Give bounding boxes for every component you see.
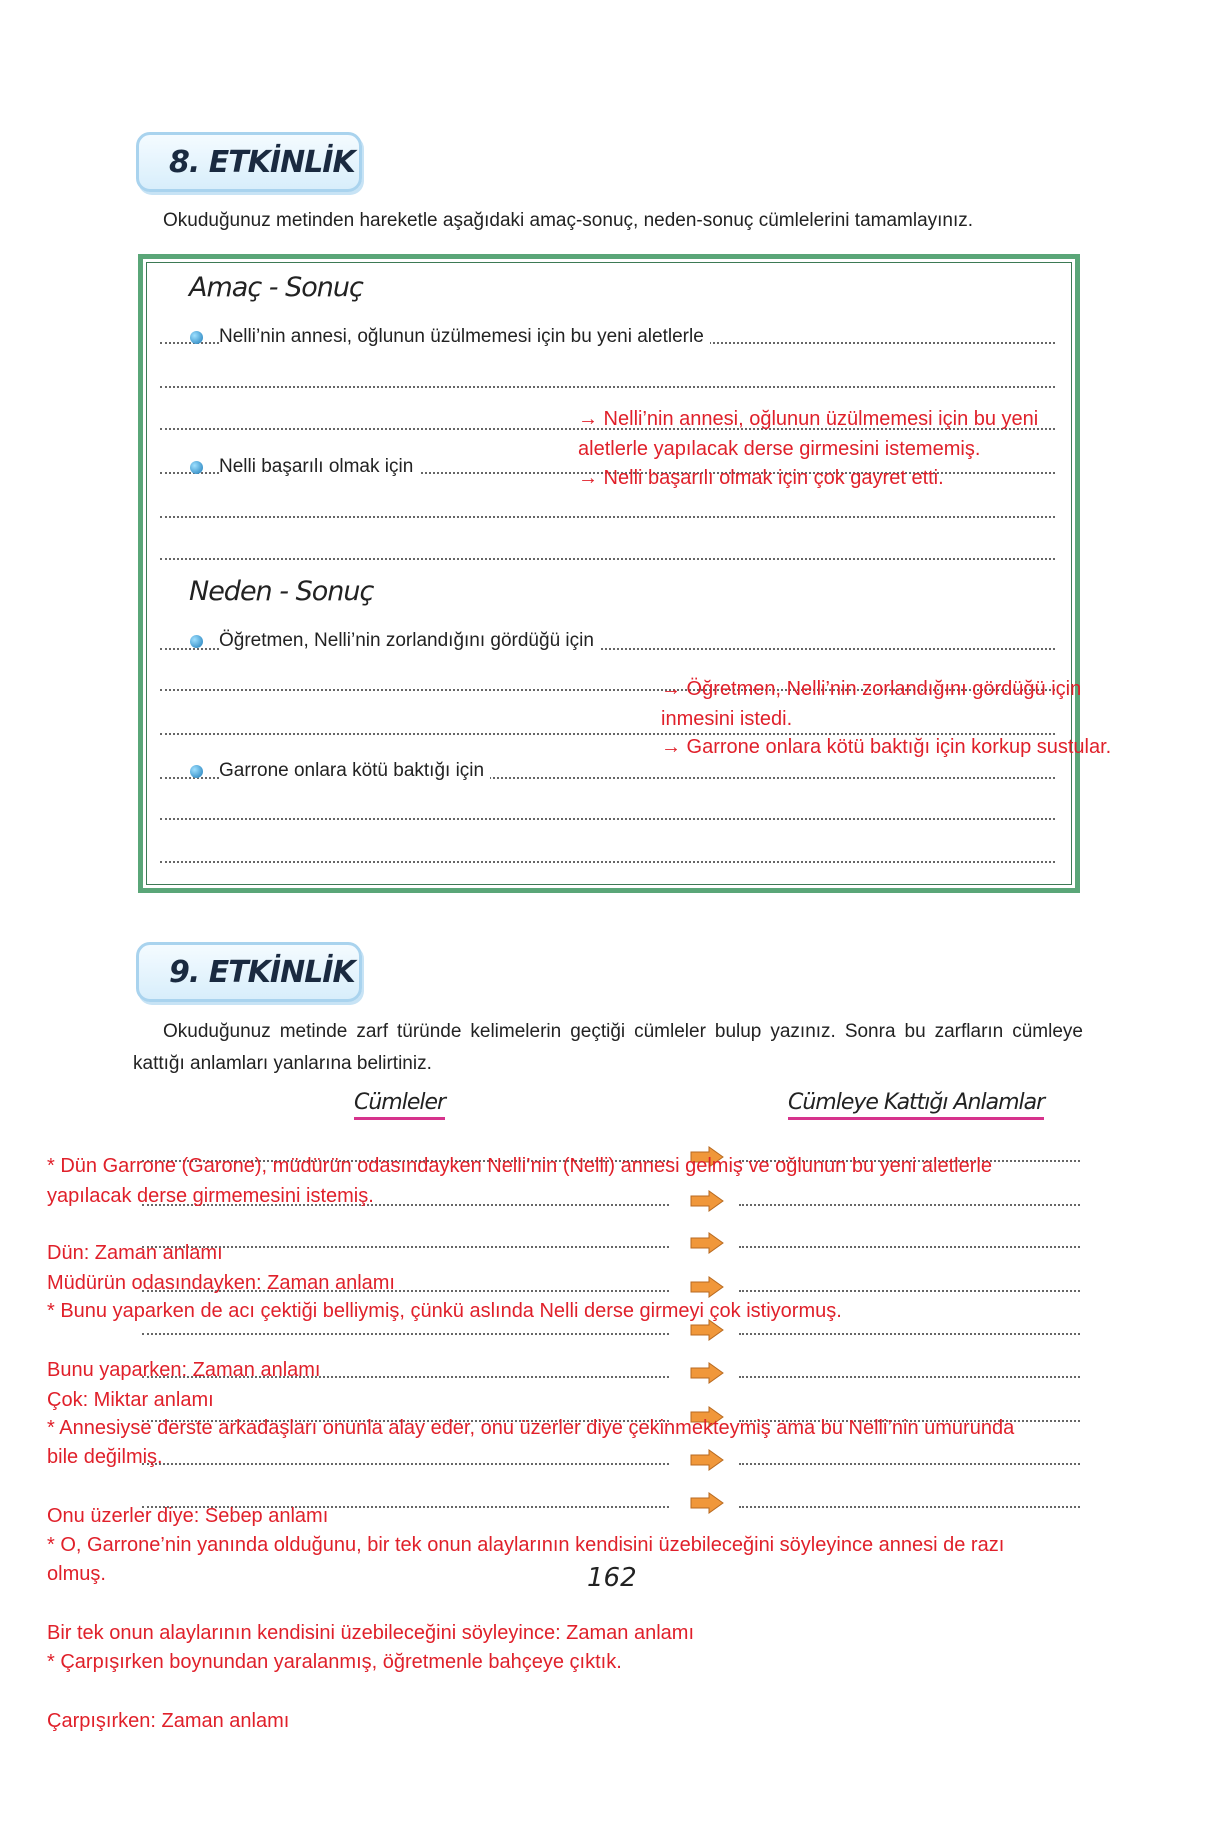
answer-text: * Çarpışırken boynundan yaralanmış, öğretmenle bahçeye çıktık. <box>47 1651 622 1673</box>
answer-text: * Annesiyse derste arkadaşları onunla alay eder, onu üzerler diye çekinmekteymiş ama bu Nelli’nin umurunda <box>47 1417 1015 1439</box>
activity-8-badge <box>136 132 362 192</box>
activity-9-title: 9. ETKİNLİK <box>169 955 355 990</box>
answer-text: aletlerle yapılacak derse girmesini istememiş. <box>578 438 981 460</box>
bullet-icon <box>190 635 203 648</box>
neden-sonuc-heading: Neden - Sonuç <box>189 576 374 607</box>
arrow-right-icon <box>690 1190 724 1212</box>
answer-text: * O, Garrone’nin yanında olduğunu, bir tek onun alaylarının kendisini üzebileceğini söyleyince annesi de razı <box>47 1534 1005 1556</box>
meaning-line[interactable] <box>739 1506 1080 1508</box>
arrow-right-icon <box>690 1449 724 1471</box>
answer-text: Bir tek onun alaylarının kendisini üzebileceğini söyleyince: Zaman anlamı <box>47 1622 695 1644</box>
answer-text: → Öğretmen, Nelli’nin zorlandığını gördüğü için <box>661 678 1082 700</box>
meaning-line[interactable] <box>739 1463 1080 1465</box>
answer-line[interactable] <box>160 818 1055 820</box>
answer-line[interactable] <box>160 386 1055 388</box>
answer-line[interactable] <box>160 861 1055 863</box>
activity-9-instruction: Okuduğunuz metinde zarf türünde kelimelerin geçtiği cümleler bulup yazınız. Sonra bu zarfların cümleye kattığı anlamları yanlarına belirtiniz. <box>133 1021 1083 1074</box>
meaning-line[interactable] <box>739 1333 1080 1335</box>
answer-text: → Nelli’nin annesi, oğlunun üzülmemesi için bu yeni <box>578 408 1039 430</box>
amac-sonuc-heading: Amaç - Sonuç <box>189 272 363 303</box>
arrow-right-icon <box>690 1276 724 1298</box>
answer-text: → Garrone onlara kötü baktığı için korkup sustular. <box>661 736 1112 758</box>
answer-text: bile değilmiş. <box>47 1446 163 1468</box>
arrow-right-icon <box>690 1232 724 1254</box>
answer-text: yapılacak derse girmemesini istemiş. <box>47 1185 374 1207</box>
activity-9-badge <box>136 942 362 1002</box>
answer-text: Çok: Miktar anlamı <box>47 1389 214 1411</box>
page-number: 162 <box>587 1563 637 1593</box>
meaning-line[interactable] <box>739 1290 1080 1292</box>
arrow-right-icon <box>690 1362 724 1384</box>
activity-8-title: 8. ETKİNLİK <box>169 145 355 180</box>
answer-text: Onu üzerler diye: Sebep anlamı <box>47 1505 329 1527</box>
prompt-amac-2: Nelli başarılı olmak için <box>219 456 419 478</box>
answer-text: * Dün Garrone (Garone), müdürün odasındayken Nelli’nin (Nelli) annesi gelmiş ve oğlunun bu yeni aletlerle <box>47 1155 992 1177</box>
answer-text: Müdürün odasındayken: Zaman anlamı <box>47 1272 395 1294</box>
column-header-sentences: Cümleler <box>354 1090 445 1120</box>
bullet-icon <box>190 331 203 344</box>
answer-line[interactable] <box>160 558 1055 560</box>
answer-line[interactable] <box>160 516 1055 518</box>
meaning-line[interactable] <box>739 1376 1080 1378</box>
activity-8-frame <box>138 254 1080 893</box>
prompt-neden-2: Garrone onlara kötü baktığı için <box>219 760 490 782</box>
prompt-neden-1: Öğretmen, Nelli’nin zorlandığını gördüğü için <box>219 630 600 652</box>
answer-line[interactable] <box>160 733 1055 735</box>
meaning-line[interactable] <box>739 1246 1080 1248</box>
bullet-icon <box>190 461 203 474</box>
answer-text: Bunu yaparken: Zaman anlamı <box>47 1359 321 1381</box>
sentence-line[interactable] <box>142 1463 669 1465</box>
answer-text: → Nelli başarılı olmak için çok gayret etti. <box>578 467 944 489</box>
activity-8-instruction: Okuduğunuz metinden hareketle aşağıdaki amaç-sonuç, neden-sonuç cümlelerini tamamlayınız. <box>163 210 974 231</box>
answer-text: * Bunu yaparken de acı çektiği belliymiş, çünkü aslında Nelli derse girmeyi çok istiyormuş. <box>47 1300 842 1322</box>
sentence-line[interactable] <box>142 1333 669 1335</box>
answer-text: Çarpışırken: Zaman anlamı <box>47 1710 290 1732</box>
arrow-right-icon <box>690 1492 724 1514</box>
prompt-amac-1: Nelli’nin annesi, oğlunun üzülmemesi için bu yeni aletlerle <box>219 326 710 348</box>
answer-text: olmuş. <box>47 1563 106 1585</box>
column-header-meanings: Cümleye Kattığı Anlamlar <box>788 1090 1044 1120</box>
answer-text: Dün: Zaman anlamı <box>47 1242 223 1264</box>
bullet-icon <box>190 765 203 778</box>
answer-text: inmesini istedi. <box>661 708 793 730</box>
meaning-line[interactable] <box>739 1204 1080 1206</box>
